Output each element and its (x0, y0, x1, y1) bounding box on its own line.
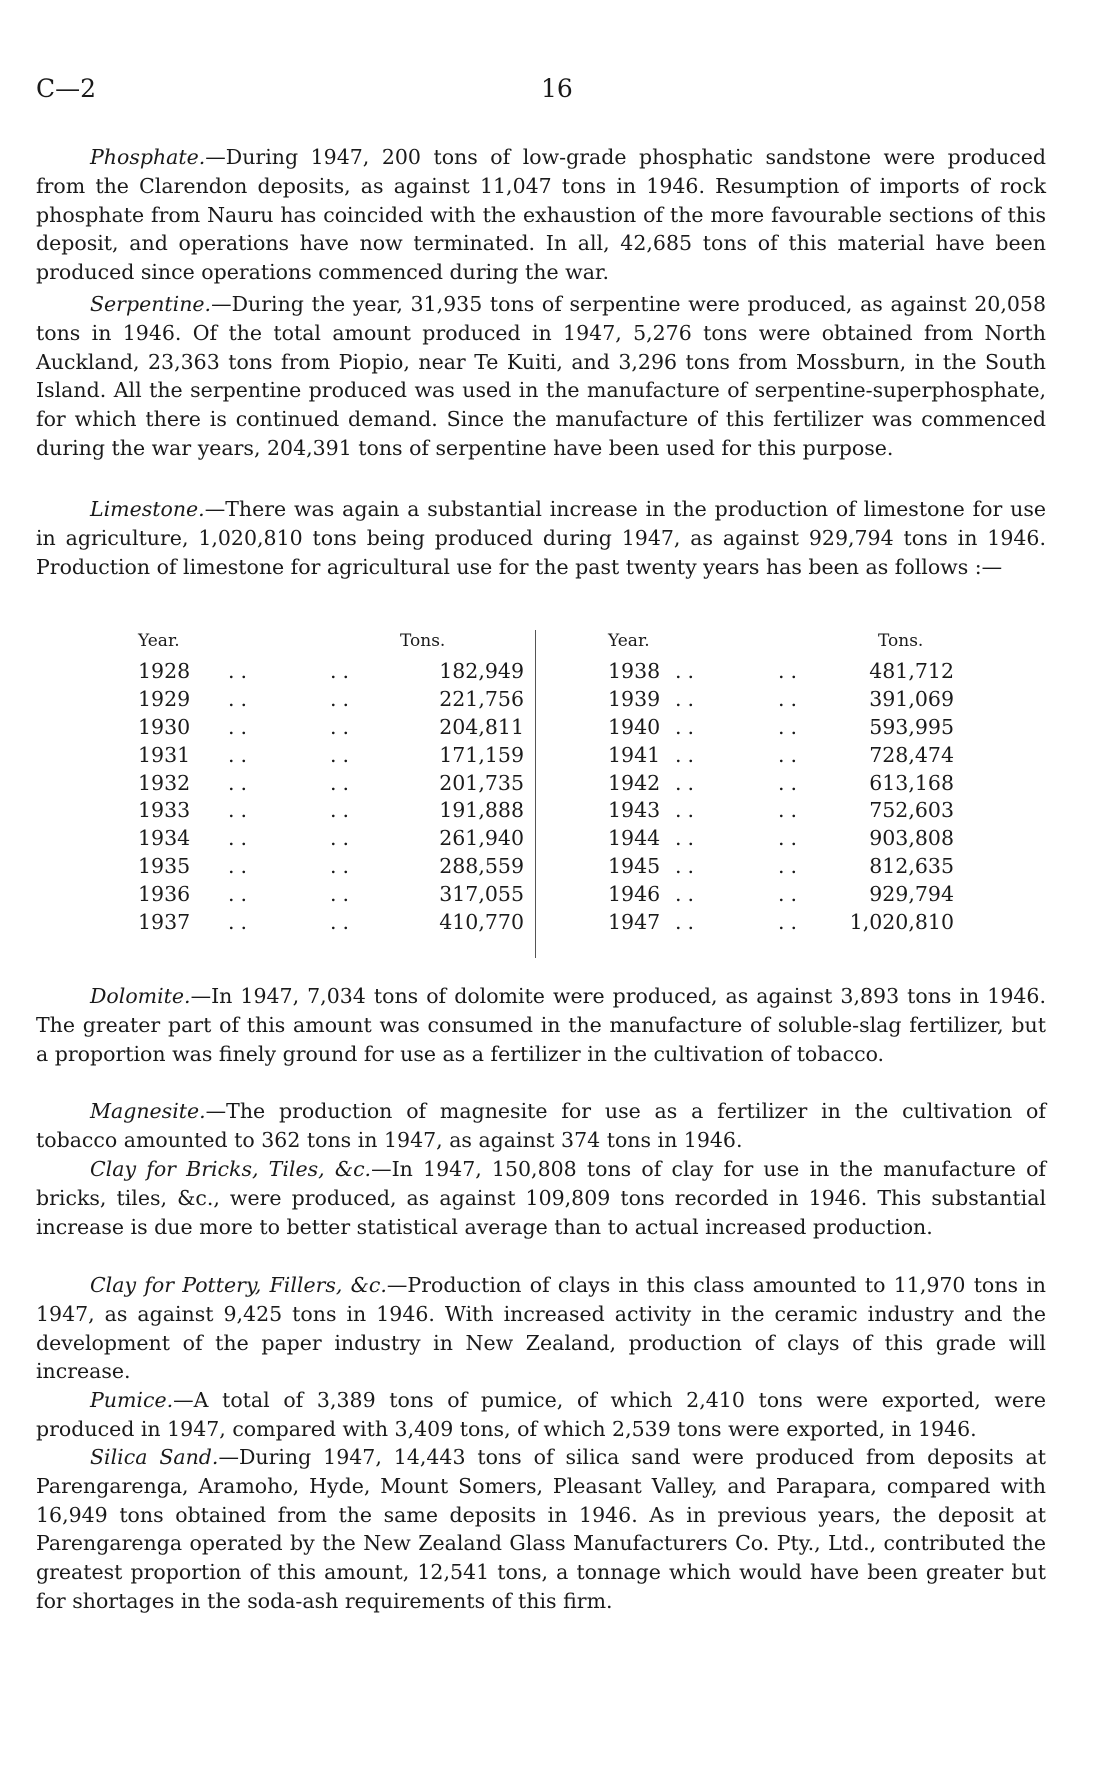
tons-cell: 481,712 (869, 659, 954, 683)
leader-dots: .. (778, 770, 804, 795)
leader-dots: .. (330, 714, 356, 739)
leader-dots: .. (330, 742, 356, 767)
leader-dots: .. (778, 742, 804, 767)
year-cell: 1935 (138, 854, 191, 879)
tons-cell: 317,055 (439, 882, 524, 907)
leader-dots: .. (330, 854, 356, 879)
leader-dots: .. (675, 659, 701, 683)
paragraph-magnesite (36, 1097, 1046, 1155)
paragraph-clay-pottery (36, 1271, 1046, 1386)
leader-dots: .. (330, 659, 356, 683)
leader-dots: .. (675, 770, 701, 795)
tons-cell: 613,168 (869, 770, 954, 795)
table-row (130, 686, 530, 714)
leader-dots: .. (778, 714, 804, 739)
page-header (36, 74, 1046, 104)
paragraph-text: —In 1947, 150,808 tons of clay for use in the manufacture of bricks, tiles, &c., were produced, as against 109,809 tons recorded in 1946. This substantial increase is due more to better statistical average than to actual increased production. (36, 1157, 1047, 1239)
leader-dots: .. (675, 686, 701, 711)
tons-cell: 593,995 (869, 714, 954, 739)
table-row (130, 853, 530, 881)
tons-cell: 204,811 (439, 714, 524, 739)
paragraph-text: —In 1947, 7,034 tons of dolomite were produced, as against 3,893 tons in 1946. The greater part of this amount was consumed in the manufacture of soluble-slag fertilizer, but a proportion was finely ground for use as a fertilizer in the cultivation of tobacco. (36, 984, 1046, 1066)
year-cell: 1934 (138, 826, 191, 851)
year-cell: 1942 (608, 770, 661, 795)
leader-dots: .. (228, 659, 254, 683)
year-cell: 1947 (608, 910, 661, 935)
leader-dots: .. (330, 826, 356, 851)
paragraph-clay-bricks (36, 1155, 1046, 1241)
table-body (600, 658, 960, 937)
table-row (600, 909, 960, 937)
year-cell: 1929 (138, 686, 191, 711)
table-row (600, 881, 960, 909)
year-cell: 1943 (608, 798, 661, 823)
leader-dots: .. (330, 910, 356, 935)
year-cell: 1945 (608, 854, 661, 879)
column-header-year: Year. (138, 631, 180, 651)
paragraph-text: —During the year, 31,935 tons of serpentine were produced, as against 20,058 tons in 1946. Of the total amount produced in 1947, 5,276 tons were obtained from North Auckland, 23,363 tons from Piopio, near Te Kuiti, and 3,296 tons from Mossburn, in the South Island. All the serpentine produced was used in the manufacture of serpentine-superphosphate, for which there is continued demand. Since the manufacture of this fertilizer was commenced during the war years, 204,391 tons of serpentine have been used for this purpose. (36, 292, 1046, 460)
leader-dots: .. (675, 742, 701, 767)
tons-cell: 812,635 (869, 854, 954, 879)
leader-dots: .. (228, 910, 254, 935)
tons-cell: 182,949 (439, 659, 524, 683)
table-row (600, 853, 960, 881)
leader-dots: .. (778, 826, 804, 851)
limestone-table-right (600, 628, 960, 937)
table-body (130, 658, 530, 937)
year-cell: 1937 (138, 910, 191, 935)
table-row (130, 770, 530, 798)
paragraph-text: —Production of clays in this class amounted to 11,970 tons in 1947, as against 9,425 tons in 1946. With increased activity in the ceramic industry and the development of the paper industry in New Zealand, production of clays of this grade will increase. (36, 1273, 1046, 1384)
table-row (130, 714, 530, 742)
year-cell: 1932 (138, 770, 191, 795)
year-cell: 1941 (608, 742, 661, 767)
table-header (130, 628, 530, 658)
tons-cell: 191,888 (439, 798, 524, 823)
paragraph-lead: Limestone. (90, 497, 205, 521)
table-row (130, 909, 530, 937)
document-reference: C—2 (36, 74, 97, 103)
tons-cell: 1,020,810 (849, 910, 954, 935)
leader-dots: .. (675, 882, 701, 907)
paragraph-text: —A total of 3,389 tons of pumice, of which 2,410 tons were exported, were produced in 1947, compared with 3,409 tons, of which 2,539 tons were exported, in 1946. (36, 1388, 1046, 1441)
leader-dots: .. (675, 826, 701, 851)
leader-dots: .. (778, 798, 804, 823)
leader-dots: .. (228, 770, 254, 795)
table-row (130, 797, 530, 825)
paragraph-text: —During 1947, 14,443 tons of silica sand were produced from deposits at Parengarenga, Aramoho, Hyde, Mount Somers, Pleasant Valley, and Parapara, compared with 16,949 tons obtained from the same deposits in 1946. As in previous years, the deposit at Parengarenga operated by the New Zealand Glass Manufacturers Co. Pty., Ltd., contributed the greatest proportion of this amount, 12,541 tons, a tonnage which would have been greater but for shortages in the soda-ash requirements of this firm. (36, 1445, 1046, 1613)
column-header-year: Year. (608, 631, 650, 651)
year-cell: 1939 (608, 686, 661, 711)
column-header-tons: Tons. (400, 631, 446, 651)
leader-dots: .. (778, 659, 804, 683)
paragraph-text: —The production of magnesite for use as a fertilizer in the cultivation of tobacco amounted to 362 tons in 1947, as against 374 tons in 1946. (36, 1099, 1046, 1152)
tons-cell: 261,940 (439, 826, 524, 851)
tons-cell: 728,474 (869, 742, 954, 767)
tons-cell: 171,159 (439, 742, 524, 767)
paragraph-lead: Magnesite. (90, 1099, 206, 1123)
leader-dots: .. (228, 742, 254, 767)
tons-cell: 903,808 (869, 826, 954, 851)
tons-cell: 929,794 (869, 882, 954, 907)
leader-dots: .. (330, 882, 356, 907)
table-row (600, 825, 960, 853)
table-row (600, 770, 960, 798)
limestone-table-left (130, 628, 530, 937)
table-row (130, 742, 530, 770)
paragraph-lead: Phosphate. (90, 145, 206, 169)
leader-dots: .. (778, 882, 804, 907)
paragraph-serpentine (36, 290, 1046, 463)
leader-dots: .. (330, 770, 356, 795)
year-cell: 1936 (138, 882, 191, 907)
table-row (130, 658, 530, 686)
paragraph-lead: Silica Sand. (90, 1445, 219, 1469)
leader-dots: .. (228, 826, 254, 851)
paragraph-phosphate (36, 143, 1046, 287)
table-row (130, 881, 530, 909)
leader-dots: .. (330, 686, 356, 711)
paragraph-lead: Serpentine. (90, 292, 212, 316)
tons-cell: 410,770 (439, 910, 524, 935)
leader-dots: .. (228, 854, 254, 879)
table-row (600, 797, 960, 825)
table-row (130, 825, 530, 853)
paragraph-lead: Clay for Pottery, Fillers, &c. (90, 1273, 387, 1297)
paragraph-lead: Dolomite. (90, 984, 191, 1008)
paragraph-text: —During 1947, 200 tons of low-grade phosphatic sandstone were produced from the Clarendon deposits, as against 11,047 tons in 1946. Resumption of imports of rock phosphate from Nauru has coincided with the exhaustion of the more favourable sections of this deposit, and operations have now terminated. In all, 42,685 tons of this material have been produced since operations commenced during the war. (36, 145, 1046, 285)
table-row (600, 714, 960, 742)
paragraph-lead: Clay for Bricks, Tiles, &c. (90, 1157, 372, 1181)
leader-dots: .. (778, 854, 804, 879)
paragraph-text: —There was again a substantial increase in the production of limestone for use in agriculture, 1,020,810 tons being produced during 1947, as against 929,794 tons in 1946. Production of limestone for agricultural use for the past twenty years has been as follows :— (36, 497, 1046, 579)
leader-dots: .. (778, 910, 804, 935)
tons-cell: 221,756 (439, 686, 524, 711)
year-cell: 1931 (138, 742, 191, 767)
table-header (600, 628, 960, 658)
year-cell: 1938 (608, 659, 661, 683)
tons-cell: 201,735 (439, 770, 524, 795)
tons-cell: 752,603 (869, 798, 954, 823)
table-row (600, 686, 960, 714)
leader-dots: .. (675, 714, 701, 739)
leader-dots: .. (675, 798, 701, 823)
year-cell: 1930 (138, 714, 191, 739)
paragraph-silica-sand (36, 1443, 1046, 1616)
year-cell: 1944 (608, 826, 661, 851)
paragraph-dolomite (36, 982, 1046, 1068)
leader-dots: .. (228, 798, 254, 823)
table-row (600, 658, 960, 686)
tons-cell: 288,559 (439, 854, 524, 879)
paragraph-pumice (36, 1386, 1046, 1444)
page-number: 16 (541, 74, 573, 103)
paragraph-lead: Pumice. (90, 1388, 174, 1412)
leader-dots: .. (675, 854, 701, 879)
year-cell: 1933 (138, 798, 191, 823)
leader-dots: .. (228, 882, 254, 907)
table-row (600, 742, 960, 770)
column-divider (535, 630, 536, 958)
paragraph-limestone (36, 495, 1046, 581)
year-cell: 1946 (608, 882, 661, 907)
leader-dots: .. (228, 686, 254, 711)
leader-dots: .. (778, 686, 804, 711)
leader-dots: .. (330, 798, 356, 823)
year-cell: 1928 (138, 659, 191, 683)
column-header-tons: Tons. (878, 631, 924, 651)
leader-dots: .. (675, 910, 701, 935)
tons-cell: 391,069 (869, 686, 954, 711)
leader-dots: .. (228, 714, 254, 739)
year-cell: 1940 (608, 714, 661, 739)
